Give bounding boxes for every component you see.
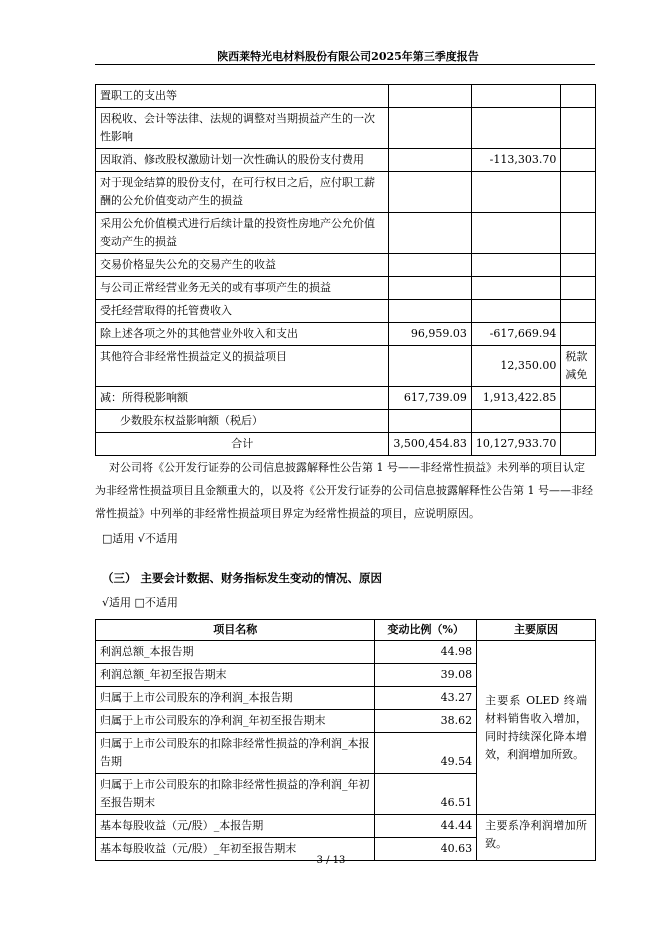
ytd-value: 12,350.00 bbox=[471, 346, 560, 387]
table-header-row bbox=[96, 620, 596, 641]
change-ratio: 38.62 bbox=[375, 710, 477, 733]
item-name: 基本每股收益（元/股）_年初至报告期末 bbox=[96, 838, 375, 861]
current-value bbox=[389, 254, 471, 277]
ytd-value: -113,303.70 bbox=[471, 149, 560, 172]
note bbox=[561, 277, 596, 300]
current-value: 617,739.09 bbox=[389, 387, 471, 410]
note bbox=[561, 300, 596, 323]
col-header-name: 项目名称 bbox=[96, 620, 375, 641]
current-value bbox=[389, 85, 471, 108]
table-row bbox=[96, 410, 596, 433]
item-label: 受托经营取得的托管费收入 bbox=[96, 300, 389, 323]
table-row bbox=[96, 108, 596, 149]
table-row bbox=[96, 300, 596, 323]
col-header-reason: 主要原因 bbox=[477, 620, 596, 641]
note bbox=[561, 108, 596, 149]
ytd-value bbox=[471, 172, 560, 213]
item-label: 其他符合非经常性损益定义的损益项目 bbox=[96, 346, 389, 387]
change-ratio: 49.54 bbox=[375, 733, 477, 774]
item-name: 归属于上市公司股东的净利润_年初至报告期末 bbox=[96, 710, 375, 733]
table-row bbox=[96, 387, 596, 410]
note: 税款减免 bbox=[561, 346, 596, 387]
page-header: 陕西莱特光电材料股份有限公司2025年第三季度报告 bbox=[217, 50, 479, 63]
table-row bbox=[96, 641, 596, 664]
note bbox=[561, 254, 596, 277]
changes-table bbox=[95, 619, 596, 861]
note bbox=[561, 149, 596, 172]
ytd-value bbox=[471, 300, 560, 323]
note bbox=[561, 387, 596, 410]
item-label: 因税收、会计等法律、法规的调整对当期损益产生的一次性影响 bbox=[96, 108, 389, 149]
change-ratio: 40.63 bbox=[375, 838, 477, 861]
col-header-ratio: 变动比例（%） bbox=[375, 620, 477, 641]
current-value bbox=[389, 277, 471, 300]
note bbox=[561, 410, 596, 433]
table-row bbox=[96, 815, 596, 838]
item-name: 利润总额_年初至报告期末 bbox=[96, 664, 375, 687]
non-recurring-items-table bbox=[95, 84, 596, 456]
ytd-value bbox=[471, 108, 560, 149]
ytd-value bbox=[471, 85, 560, 108]
item-name: 归属于上市公司股东的净利润_本报告期 bbox=[96, 687, 375, 710]
item-label: 对于现金结算的股份支付，在可行权日之后，应付职工薪酬的公允价值变动产生的损益 bbox=[96, 172, 389, 213]
item-name: 利润总额_本报告期 bbox=[96, 641, 375, 664]
change-ratio: 39.08 bbox=[375, 664, 477, 687]
item-name: 归属于上市公司股东的扣除非经常性损益的净利润_年初至报告期末 bbox=[96, 774, 375, 815]
table-row bbox=[96, 346, 596, 387]
ytd-value bbox=[471, 254, 560, 277]
ytd-value bbox=[471, 277, 560, 300]
table-row bbox=[96, 323, 596, 346]
current-value bbox=[389, 410, 471, 433]
item-name: 基本每股收益（元/股）_本报告期 bbox=[96, 815, 375, 838]
section-applicability: √适用 □不适用 bbox=[102, 596, 178, 609]
item-label: 减：所得税影响额 bbox=[96, 387, 389, 410]
table-row bbox=[96, 149, 596, 172]
current-value bbox=[389, 108, 471, 149]
table-row bbox=[96, 213, 596, 254]
item-label: 除上述各项之外的其他营业外收入和支出 bbox=[96, 323, 389, 346]
table-row bbox=[96, 277, 596, 300]
change-ratio: 44.98 bbox=[375, 641, 477, 664]
current-value bbox=[389, 300, 471, 323]
header-rule bbox=[95, 64, 595, 65]
applicability-note: □适用 √不适用 bbox=[102, 532, 178, 545]
current-value bbox=[389, 213, 471, 254]
change-ratio: 46.51 bbox=[375, 774, 477, 815]
item-label: 与公司正常经营业务无关的或有事项产生的损益 bbox=[96, 277, 389, 300]
current-value bbox=[389, 172, 471, 213]
change-ratio: 44.44 bbox=[375, 815, 477, 838]
section-title: （三） 主要会计数据、财务指标发生变动的情况、原因 bbox=[102, 571, 383, 585]
ytd-value bbox=[471, 213, 560, 254]
current-value bbox=[389, 346, 471, 387]
note bbox=[561, 172, 596, 213]
ytd-value: 10,127,933.70 bbox=[471, 433, 560, 456]
main-reason: 主要系净利润增加所致。 bbox=[477, 815, 596, 861]
main-reason: 主要系 OLED 终端材料销售收入增加，同时持续深化降本增效，利润增加所致。 bbox=[477, 641, 596, 815]
item-label: 置职工的支出等 bbox=[96, 85, 389, 108]
page-number: 3 / 13 bbox=[316, 855, 346, 866]
explanation-paragraph: 对公司将《公开发行证券的公司信息披露解释性公告第 1 号——非经常性损益》未列举的项目认定为非经常性损益项目且金额重大的，以及将《公开发行证券的公司信息披露解释性公告第 1 号——非经常性损益》中列举的非经常性损益项目界定为经常性损益的项目，应说明原因。 bbox=[95, 461, 593, 520]
item-label: 合计 bbox=[96, 433, 389, 456]
note bbox=[561, 433, 596, 456]
current-value bbox=[389, 149, 471, 172]
item-label: 因取消、修改股权激励计划一次性确认的股份支付费用 bbox=[96, 149, 389, 172]
ytd-value bbox=[471, 410, 560, 433]
table-row bbox=[96, 172, 596, 213]
table-row bbox=[96, 85, 596, 108]
item-label: 少数股东权益影响额（税后） bbox=[96, 410, 389, 433]
item-label: 采用公允价值模式进行后续计量的投资性房地产公允价值变动产生的损益 bbox=[96, 213, 389, 254]
table-row bbox=[96, 433, 596, 456]
current-value: 3,500,454.83 bbox=[389, 433, 471, 456]
item-name: 归属于上市公司股东的扣除非经常性损益的净利润_本报告期 bbox=[96, 733, 375, 774]
note bbox=[561, 323, 596, 346]
ytd-value: -617,669.94 bbox=[471, 323, 560, 346]
ytd-value: 1,913,422.85 bbox=[471, 387, 560, 410]
note bbox=[561, 213, 596, 254]
item-label: 交易价格显失公允的交易产生的收益 bbox=[96, 254, 389, 277]
note bbox=[561, 85, 596, 108]
change-ratio: 43.27 bbox=[375, 687, 477, 710]
table-row bbox=[96, 254, 596, 277]
current-value: 96,959.03 bbox=[389, 323, 471, 346]
